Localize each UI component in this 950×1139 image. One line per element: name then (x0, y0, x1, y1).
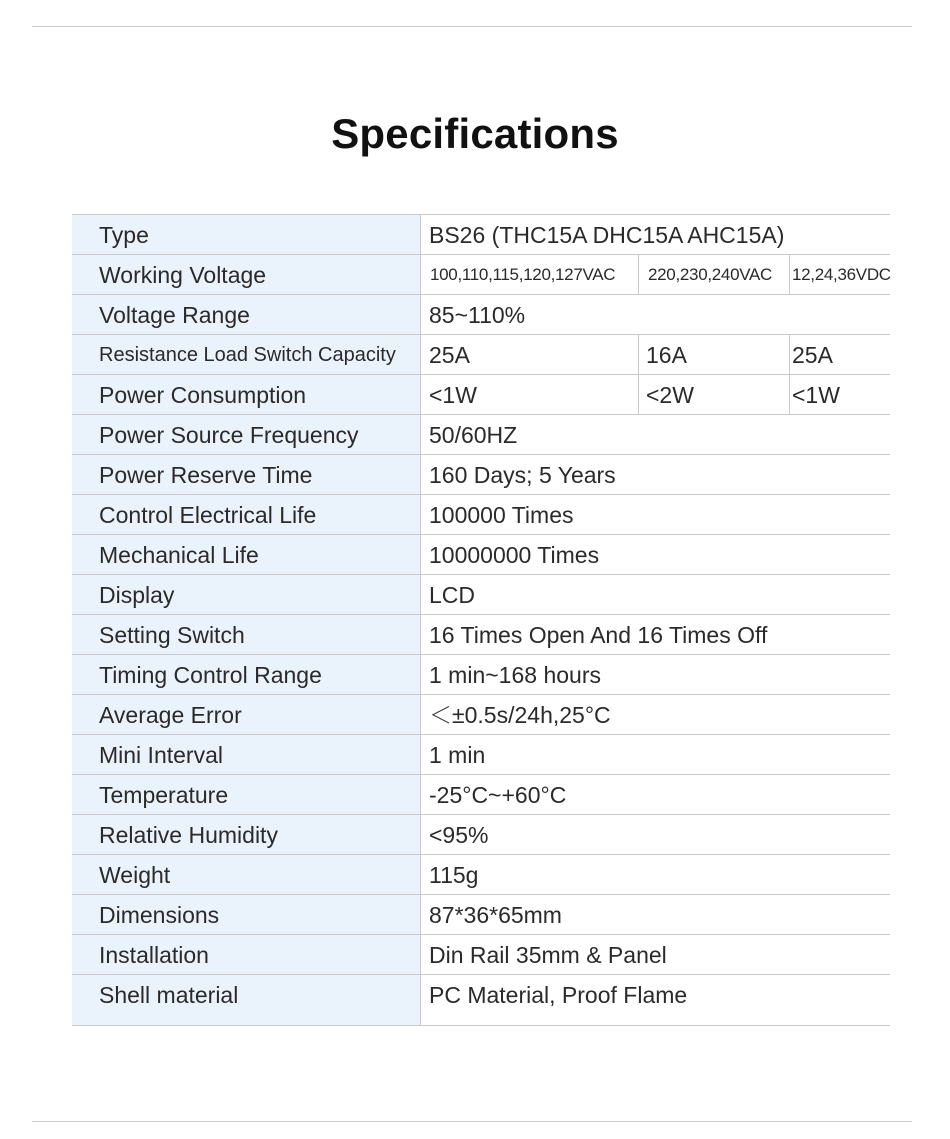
spec-value: 85~110% (429, 302, 526, 328)
spec-value: <1W (792, 382, 840, 408)
spec-value: BS26 (THC15A DHC15A AHC15A) (429, 222, 785, 248)
spec-value: PC Material, Proof Flame (429, 982, 688, 1008)
spec-value: ＜±0.5s/24h,25°C (429, 702, 611, 728)
spec-value: LCD (429, 582, 476, 608)
top-divider (32, 26, 912, 27)
spec-label: Mechanical Life (72, 535, 421, 574)
spec-label: Resistance Load Switch Capacity (72, 335, 421, 374)
spec-value: <2W (639, 375, 790, 414)
spec-label: Dimensions (72, 895, 421, 934)
spec-value: 12,24,36VDC (792, 265, 891, 284)
spec-value: Din Rail 35mm & Panel (429, 942, 667, 968)
table-row (72, 375, 890, 415)
table-row (72, 855, 890, 895)
table-row (72, 655, 890, 695)
spec-label: Display (72, 575, 421, 614)
spec-value: 50/60HZ (429, 422, 518, 448)
table-row (72, 735, 890, 775)
spec-label: Weight (72, 855, 421, 894)
spec-value: <95% (429, 822, 489, 848)
spec-label: Working Voltage (72, 255, 421, 294)
table-row (72, 935, 890, 975)
spec-value: 25A (792, 342, 833, 368)
table-row (72, 455, 890, 495)
table-row (72, 415, 890, 455)
spec-label: Power Consumption (72, 375, 421, 414)
spec-value: 1 min (429, 742, 486, 768)
spec-label: Temperature (72, 775, 421, 814)
spec-value: 100,110,115,120,127VAC (422, 255, 639, 294)
spec-value: 87*36*65mm (429, 902, 562, 928)
bottom-divider (32, 1121, 912, 1122)
table-row (72, 615, 890, 655)
spec-label: Type (72, 215, 421, 254)
spec-value: 16 Times Open And 16 Times Off (429, 622, 768, 648)
spec-label: Average Error (72, 695, 421, 734)
spec-label: Shell material (72, 975, 421, 1025)
table-row (72, 695, 890, 735)
spec-label: Power Source Frequency (72, 415, 421, 454)
spec-value: 220,230,240VAC (639, 255, 790, 294)
table-row (72, 975, 890, 1025)
spec-value: 16A (639, 335, 790, 374)
table-row (72, 255, 890, 295)
table-row (72, 295, 890, 335)
spec-label: Relative Humidity (72, 815, 421, 854)
specifications-table (72, 214, 890, 1026)
spec-value: -25°C~+60°C (429, 782, 567, 808)
spec-value: <1W (422, 375, 639, 414)
spec-value: 1 min~168 hours (429, 662, 601, 688)
spec-label: Control Electrical Life (72, 495, 421, 534)
spec-label: Mini Interval (72, 735, 421, 774)
spec-value: 100000 Times (429, 502, 574, 528)
spec-label: Voltage Range (72, 295, 421, 334)
table-row (72, 895, 890, 935)
spec-value: 25A (422, 335, 639, 374)
spec-value: 115g (429, 862, 479, 888)
table-row (72, 215, 890, 255)
spec-label: Timing Control Range (72, 655, 421, 694)
spec-label: Setting Switch (72, 615, 421, 654)
spec-value: 10000000 Times (429, 542, 600, 568)
spec-value: 160 Days; 5 Years (429, 462, 616, 488)
table-row (72, 535, 890, 575)
table-row (72, 815, 890, 855)
table-row (72, 775, 890, 815)
spec-label: Installation (72, 935, 421, 974)
table-row (72, 575, 890, 615)
table-row (72, 495, 890, 535)
page-title: Specifications (331, 110, 619, 157)
table-row (72, 335, 890, 375)
spec-label: Power Reserve Time (72, 455, 421, 494)
